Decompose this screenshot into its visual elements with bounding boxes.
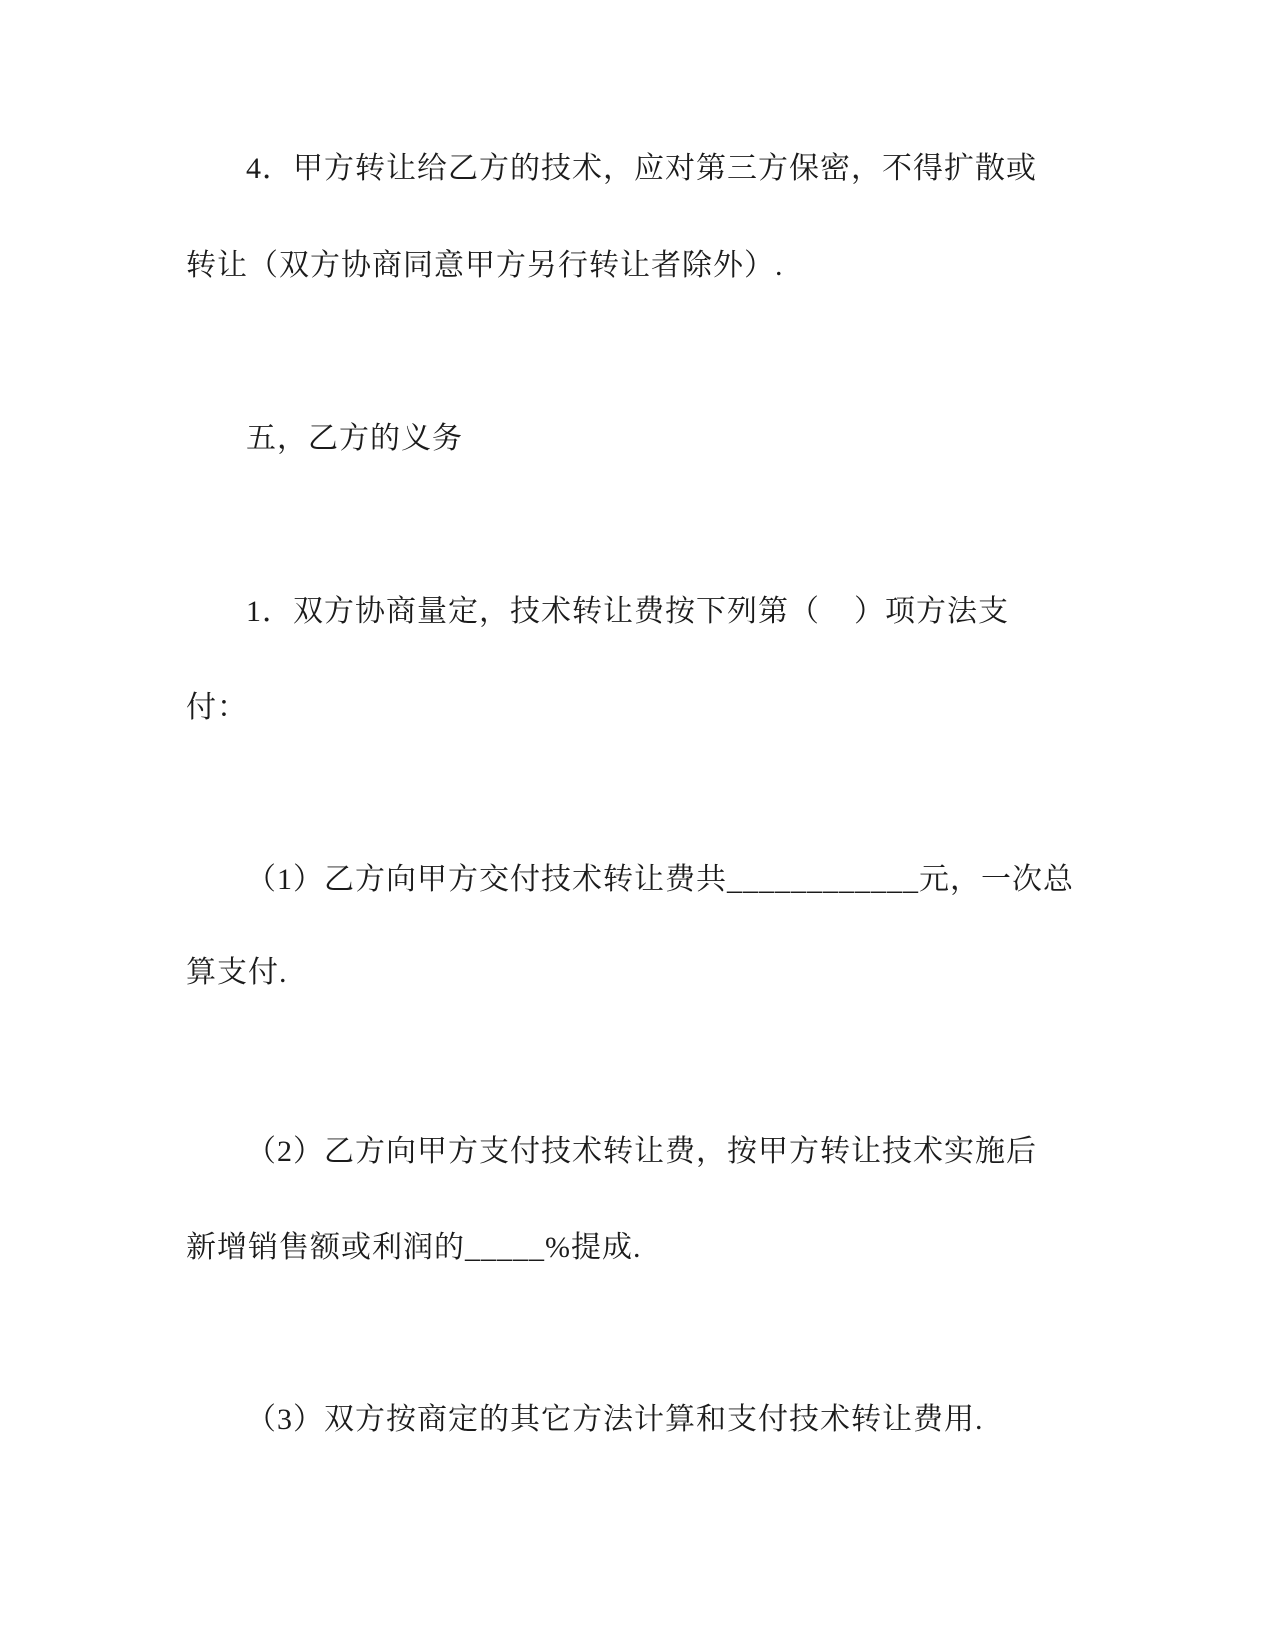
clause-4-line-2: 转让（双方协商同意甲方另行转让者除外）. (186, 249, 784, 282)
clause-4-line-1: 4．甲方转让给乙方的技术，应对第三方保密，不得扩散或 (246, 152, 1037, 185)
payment-option-2-line-2: 新增销售额或利润的_____%提成. (186, 1231, 642, 1264)
payment-option-3-line: （3）双方按商定的其它方法计算和支付技术转让费用. (246, 1403, 984, 1436)
payment-option-2-line-1: （2）乙方向甲方支付技术转让费，按甲方转让技术实施后 (246, 1135, 1037, 1168)
section-5-item-1-line-2: 付： (186, 691, 248, 724)
payment-option-1-line-2: 算支付. (186, 956, 288, 989)
payment-option-1-line-1: （1）乙方向甲方交付技术转让费共____________元，一次总 (246, 863, 1074, 896)
section-5-heading: 五，乙方的义务 (246, 422, 463, 455)
section-5-item-1-line-1: 1．双方协商量定，技术转让费按下列第（ ）项方法支 (246, 595, 1009, 628)
